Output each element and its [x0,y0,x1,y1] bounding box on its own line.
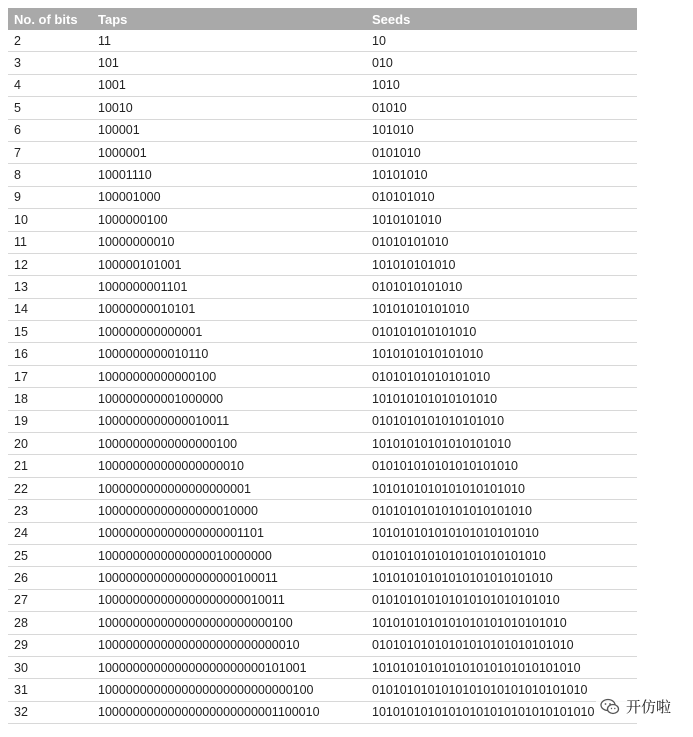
table-row [8,545,637,567]
cell-taps: 10000000000000000000100011 [98,571,278,586]
cell-taps: 1000000100 [98,212,168,227]
cell-taps: 100000000000000000010 [98,459,244,474]
cell-taps: 1000000000000000010000000 [98,548,272,563]
cell-bits: 32 [14,705,28,720]
cell-taps: 10000000000000000000000000010 [98,638,300,653]
table-row [8,567,637,589]
table-row [8,299,637,321]
table-row [8,142,637,164]
cell-bits: 26 [14,571,28,586]
cell-bits: 3 [14,56,21,71]
cell-taps: 100001 [98,123,140,138]
table-row [8,343,637,365]
cell-seeds: 10 [372,33,386,48]
table-row [8,433,637,455]
cell-seeds: 101010 [372,123,414,138]
table-row [8,120,637,142]
cell-seeds: 10101010101010101010 [372,436,512,451]
table-row [8,455,637,477]
cell-seeds: 101010101010101010 [372,391,498,406]
cell-bits: 15 [14,324,28,339]
table-row [8,30,637,52]
cell-taps: 1000000000000010011 [98,414,230,429]
cell-bits: 6 [14,123,21,138]
cell-taps: 100000000000001 [98,324,203,339]
table-row [8,164,637,186]
cell-taps: 100000000000000000000010011 [98,593,285,608]
cell-seeds: 10101010101010101010101010101010 [372,705,595,720]
cell-seeds: 01010101010101010101010 [372,503,532,518]
table-row [8,97,637,119]
cell-seeds: 1010101010 [372,212,442,227]
cell-seeds: 010 [372,56,393,71]
table-row [8,702,637,724]
table-row [8,187,637,209]
cell-bits: 11 [14,235,27,250]
cell-bits: 9 [14,190,21,205]
cell-taps: 1000000000000000000001 [98,481,251,496]
cell-taps: 10000000010 [98,235,175,250]
cell-seeds: 0101010101010101010 [372,414,505,429]
cell-seeds: 10101010101010101010101010 [372,571,553,586]
table-row [8,478,637,500]
cell-taps: 1000000000000000000000000000100 [98,683,314,698]
cell-bits: 18 [14,391,28,406]
header-seeds: Seeds [372,11,411,27]
cell-bits: 4 [14,78,21,93]
cell-bits: 28 [14,615,28,630]
table-row [8,657,637,679]
cell-seeds: 0101010101010101010101010 [372,548,546,563]
cell-taps: 10010 [98,100,133,115]
header-bits: No. of bits [14,11,78,27]
cell-seeds: 101010101010101010101010101010 [372,660,581,675]
table-row [8,232,637,254]
table-row [8,523,637,545]
cell-seeds: 010101010101010101010 [372,459,518,474]
cell-taps: 1001 [98,78,126,93]
cell-taps: 10001110 [98,168,152,183]
cell-bits: 23 [14,503,28,518]
cell-bits: 7 [14,145,21,160]
table-body [8,30,637,724]
cell-seeds: 101010101010101010101010 [372,526,539,541]
cell-bits: 5 [14,100,21,115]
cell-seeds: 1010101010101010 [372,347,484,362]
cell-taps: 10000000000000000010000 [98,503,258,518]
table-row [8,321,637,343]
cell-bits: 21 [14,459,28,474]
table-row [8,52,637,74]
cell-seeds: 101010101010 [372,257,456,272]
cell-seeds: 01010101010 [372,235,449,250]
table-row [8,366,637,388]
table-row [8,209,637,231]
header-taps: Taps [98,11,128,27]
table-row [8,612,637,634]
cell-taps: 10000000000000100 [98,369,217,384]
cell-bits: 30 [14,660,28,675]
cell-taps: 11 [98,33,111,48]
cell-taps: 10000000010101 [98,302,196,317]
watermark-text: 开仿啦 [625,699,671,716]
cell-seeds: 010101010101010101010101010 [372,593,560,608]
cell-taps: 100000000001000000 [98,391,224,406]
table-row [8,411,637,433]
cell-bits: 31 [14,683,28,698]
cell-bits: 24 [14,526,28,541]
cell-taps: 100000000000000000001101 [98,526,264,541]
cell-seeds: 1010 [372,78,400,93]
cell-seeds: 01010101010101010 [372,369,491,384]
table-row [8,75,637,97]
cell-bits: 2 [14,33,21,48]
wechat-icon [600,698,620,716]
watermark [596,694,675,719]
cell-taps: 100000000000000000000000101001 [98,660,307,675]
cell-taps: 1000000000000000000000000100 [98,615,293,630]
cell-seeds: 010101010101010 [372,324,477,339]
cell-taps: 1000001 [98,145,147,160]
cell-seeds: 1010101010101010101010 [372,481,525,496]
cell-taps: 100001000 [98,190,161,205]
cell-taps: 10000000000000000000000001100010 [98,705,320,720]
cell-bits: 19 [14,414,28,429]
table-row [8,276,637,298]
lfsr-table [8,8,637,724]
table-row [8,679,637,701]
cell-bits: 12 [14,257,28,272]
table-row [8,590,637,612]
cell-bits: 29 [14,638,28,653]
cell-bits: 17 [14,369,28,384]
cell-bits: 10 [14,212,28,227]
cell-bits: 27 [14,593,28,608]
cell-bits: 25 [14,548,28,563]
table-row [8,388,637,410]
table-header [8,8,637,30]
cell-seeds: 10101010 [372,168,428,183]
cell-seeds: 01010101010101010101010101010 [372,638,574,653]
cell-bits: 13 [14,279,28,294]
table-row [8,635,637,657]
cell-taps: 1000000001101 [98,279,188,294]
cell-seeds: 1010101010101010101010101010 [372,615,567,630]
cell-taps: 100000101001 [98,257,182,272]
cell-seeds: 0101010101010 [372,279,463,294]
cell-seeds: 10101010101010 [372,302,470,317]
cell-seeds: 0101010101010101010101010101010 [372,683,588,698]
cell-seeds: 0101010 [372,145,421,160]
cell-taps: 101 [98,56,119,71]
table-row [8,254,637,276]
cell-bits: 22 [14,481,28,496]
table-row [8,500,637,522]
cell-bits: 16 [14,347,28,362]
cell-bits: 20 [14,436,28,451]
cell-bits: 8 [14,168,21,183]
cell-bits: 14 [14,302,28,317]
cell-seeds: 01010 [372,100,407,115]
cell-taps: 10000000000000000100 [98,436,238,451]
cell-taps: 1000000000010110 [98,347,209,362]
cell-seeds: 010101010 [372,190,435,205]
